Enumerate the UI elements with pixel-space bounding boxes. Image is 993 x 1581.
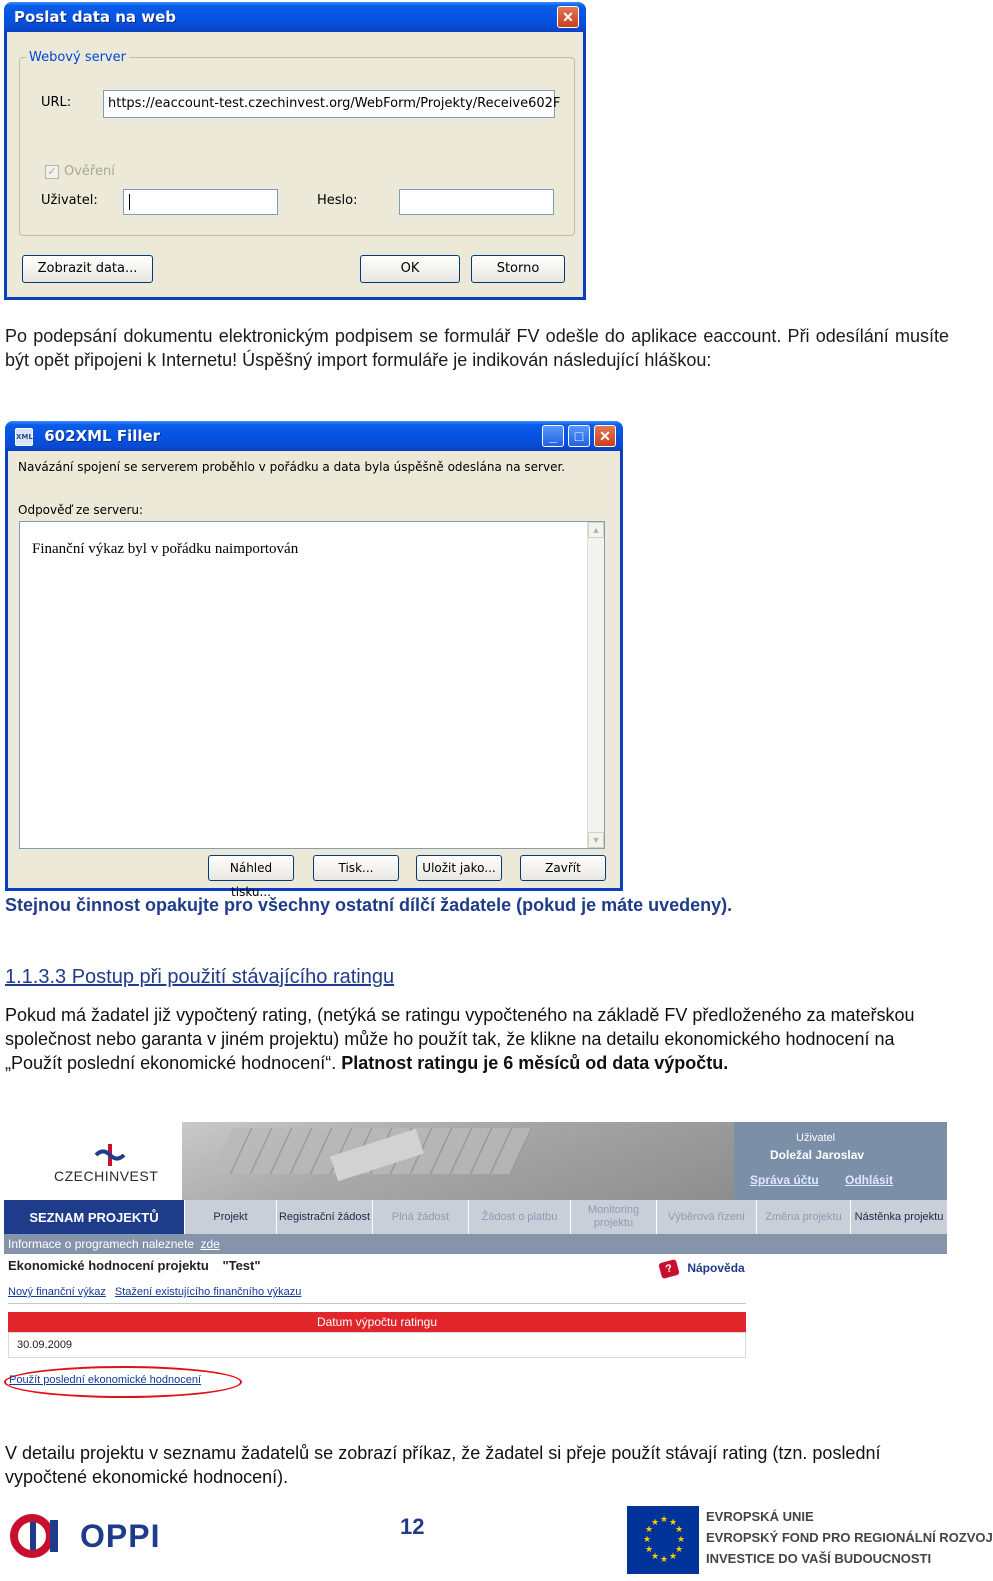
czechinvest-logo-icon <box>90 1142 130 1168</box>
dialog-title: Poslat data na web <box>14 8 177 26</box>
verify-checkbox[interactable]: ✓ <box>45 165 59 179</box>
user-caption: Uživatel <box>796 1132 836 1144</box>
password-field[interactable] <box>399 189 554 215</box>
svg-text:★: ★ <box>669 1552 678 1562</box>
footer <box>0 1500 993 1581</box>
svg-text:★: ★ <box>645 1525 654 1535</box>
download-statement-link[interactable]: Stažení existujícího finančního výkazu <box>114 1286 302 1298</box>
eu-line-2: EVROPSKÝ FOND PRO REGIONÁLNÍ ROZVOJ <box>706 1530 993 1545</box>
oppi-logo-icon <box>8 1508 64 1564</box>
czechinvest-logo-text: CZECHINVEST <box>54 1168 159 1184</box>
eu-line-1: EVROPSKÁ UNIE <box>706 1509 814 1524</box>
eu-flag <box>627 1506 699 1574</box>
nav-monitoring: Monitoring projektu <box>571 1200 657 1234</box>
nav-full-application: Plná žádost <box>373 1200 469 1234</box>
svg-text:★: ★ <box>645 1545 654 1555</box>
help-icon: ? <box>658 1259 680 1279</box>
nav-project-list[interactable]: SEZNAM PROJEKTŮ <box>4 1200 185 1234</box>
svg-text:★: ★ <box>660 1515 669 1525</box>
account-settings-link[interactable]: Správa účtu <box>750 1173 819 1187</box>
response-scrollbar[interactable] <box>587 522 604 848</box>
url-field[interactable]: https://eaccount-test.czechinvest.org/WebForm/Projekty/Receive602F <box>103 90 555 118</box>
svg-text:★: ★ <box>651 1518 660 1528</box>
info-strip <box>4 1234 947 1254</box>
user-label: Uživatel: <box>41 193 98 208</box>
print-button[interactable]: Tisk... <box>313 855 399 881</box>
web-header <box>4 1122 947 1200</box>
filler-title: 602XML Filler <box>44 427 161 445</box>
nav-registration[interactable]: Registrační žádost <box>277 1200 373 1234</box>
nav-project-board[interactable]: Nástěnka projektu <box>854 1210 944 1223</box>
paragraph-existing-rating-text: Pokud má žadatel již vypočtený rating, (netýká se ratingu vypočteného na základě FV předloženého za mateřskou společnost nebo garanta v jiném projektu) může ho použít tak, že klikne na detailu ekonomického hodnocení na „Použít poslední ekonomické hodnocení“. <box>5 1005 915 1073</box>
send-data-dialog <box>4 2 586 300</box>
server-response-label: Odpověď ze serveru: <box>18 503 144 517</box>
web-server-group-label: Webový server <box>29 50 126 65</box>
cancel-button[interactable]: Storno <box>471 255 565 283</box>
nav-payment-request: Žádost o platbu <box>469 1200 571 1234</box>
action-links <box>8 1286 301 1298</box>
nav-tenders: Výběrová řízení <box>657 1200 757 1234</box>
dialog-title-bar <box>4 2 586 32</box>
verify-label: Ověření <box>64 164 115 179</box>
project-name: "Test" <box>222 1258 261 1273</box>
main-navigation <box>4 1200 947 1234</box>
info-link[interactable]: zde <box>200 1237 220 1251</box>
paragraph-existing-rating <box>5 1003 949 1075</box>
svg-text:★: ★ <box>675 1545 684 1555</box>
paragraph-import-info <box>5 324 949 372</box>
eu-line-3: INVESTICE DO VAŠÍ BUDOUCNOSTI <box>706 1551 932 1566</box>
filler-title-bar <box>5 421 623 451</box>
text-cursor <box>129 194 130 210</box>
print-preview-button[interactable]: Náhled tisku... <box>208 855 294 881</box>
rating-table-header: Datum výpočtu ratingu <box>8 1312 746 1332</box>
help-link[interactable] <box>660 1261 745 1277</box>
close-icon[interactable]: ✕ <box>594 425 616 447</box>
info-text: Informace o programech naleznete <box>8 1237 195 1251</box>
password-label: Heslo: <box>317 193 358 208</box>
oppi-logo <box>8 1508 168 1564</box>
scroll-down-icon[interactable]: ▼ <box>588 832 604 848</box>
url-label: URL: <box>41 95 72 110</box>
use-last-rating-link[interactable]: Použít poslední ekonomické hodnocení <box>9 1374 202 1386</box>
user-name: Doležal Jaroslav <box>770 1148 865 1162</box>
rating-table <box>8 1312 746 1358</box>
section-heading: 1.1.3.3 Postup při použití stávajícího ratingu <box>5 966 395 988</box>
eu-stars-icon <box>627 1506 699 1574</box>
save-as-button[interactable]: Uložit jako... <box>416 855 502 881</box>
close-button[interactable]: Zavřít <box>520 855 606 881</box>
header-laptop-photo <box>182 1122 734 1200</box>
server-response-box[interactable] <box>19 521 605 849</box>
svg-text:★: ★ <box>651 1552 660 1562</box>
new-statement-link[interactable]: Nový finanční výkaz <box>8 1286 106 1298</box>
czechinvest-screenshot <box>4 1122 947 1404</box>
action-links-divider <box>8 1303 746 1304</box>
section-title-row <box>8 1258 261 1273</box>
paragraph-detail: V detailu projektu v seznamu žadatelů se zobrazí příkaz, že žadatel si přeje použít stávají rating (tzn. poslední vypočtené ekonomické hodnocení). <box>5 1443 881 1487</box>
close-icon[interactable]: ✕ <box>557 6 579 28</box>
maximize-icon[interactable]: □ <box>568 425 590 447</box>
server-response-text: Finanční výkaz byl v pořádku naimportován <box>32 541 299 557</box>
paragraph-import-info-text: Po podepsání dokumentu elektronickým podpisem se formulář FV odešle do aplikace eaccount. Při odesílání musíte být opět připojeni k Internetu! Úspěšný import formuláře je indikován následující hláškou: <box>5 326 949 370</box>
filler-app-icon: XML <box>15 428 33 446</box>
svg-text:★: ★ <box>669 1518 678 1528</box>
oppi-logo-text: OPPI <box>80 1518 161 1554</box>
page-number: 12 <box>400 1514 425 1539</box>
minimize-icon[interactable]: _ <box>542 425 564 447</box>
eu-text <box>706 1506 993 1569</box>
user-panel <box>734 1122 947 1200</box>
ok-button[interactable]: OK <box>360 255 460 283</box>
svg-text:★: ★ <box>643 1535 652 1545</box>
filler-dialog <box>5 421 623 899</box>
section-title: Ekonomické hodnocení projektu <box>8 1258 209 1273</box>
svg-text:★: ★ <box>660 1555 669 1565</box>
nav-project-change: Změna projektu <box>757 1200 851 1234</box>
user-field[interactable] <box>123 189 278 215</box>
paragraph-repeat: Stejnou činnost opakujte pro všechny ostatní dílčí žadatele (pokud je máte uvedeny). <box>5 895 733 915</box>
rating-date-cell: 30.09.2009 <box>8 1332 746 1358</box>
scroll-up-icon[interactable]: ▲ <box>588 522 604 538</box>
svg-text:★: ★ <box>675 1525 684 1535</box>
connection-message: Navázání spojení se serverem proběhlo v pořádku a data byla úspěšně odeslána na server. <box>18 460 566 474</box>
svg-text:★: ★ <box>677 1535 686 1545</box>
logout-link[interactable]: Odhlásit <box>845 1173 894 1187</box>
show-data-button[interactable]: Zobrazit data... <box>22 255 153 283</box>
help-label: Nápověda <box>687 1261 745 1275</box>
nav-project[interactable]: Projekt <box>185 1200 277 1234</box>
rating-validity-note: Platnost ratingu je 6 měsíců od data výpočtu. <box>341 1053 729 1073</box>
czechinvest-logo <box>48 1142 178 1188</box>
